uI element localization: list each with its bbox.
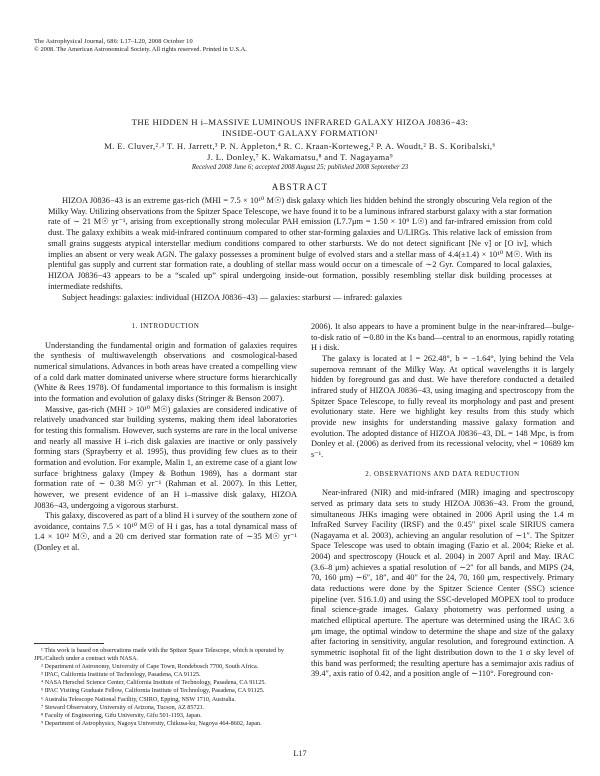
paragraph: Massive, gas-rich (MHI > 10¹⁰ M☉) galaxies are considered indicative of relatively unadvanced star building systems, making them ideal laboratories for testing this formalism. However, such systems are rare in the local universe and nearly all massive H i–rich disk galaxies are inactive or only passively forming stars (Sprayberry et al. 1995), thus providing few clues as to their formation and evolution. For example, Malin 1, an extreme case of a giant low surface brightness galaxy (Impey & Bothun 1989), has a dormant star formation rate of ∼ 0.38 M☉ yr⁻¹ (Rahman et al. 2007). In this Letter, however, we present evidence of an H i–massive disk galaxy, HIZOA J0836−43, undergoing a vigorous starburst. [34, 404, 297, 510]
received-dates: Received 2008 June 6; accepted 2008 August 25; published 2008 September 23 [191, 164, 409, 171]
paragraph: 2006). It also appears to have a prominent bulge in the near-infrared—bulge-to-disk ratio of ∼0.80 in the Ks band—central to an enormous, rapidly rotating H i disk. [311, 322, 574, 353]
paragraph: The galaxy is located at l = 262.48°, b = −1.64°, lying behind the Vela supernova remnant of the Milky Way. At optical wavelengths it is largely hidden by foreground gas and dust. We have therefore conducted a detailed infrared study of HIZOA J0836−43, using imaging and spectroscopy from the Spitzer Space Telescope, to fully reveal its morphology and past and present evolutionary state. Here we highlight key results from this study which provide new insights for understanding massive galaxy formation and evolution. The adopted distance of HIZOA J0836−43, DL = 148 Mpc, is from Donley et al. (2006) as derived from its recessional velocity, vhel = 10689 km s⁻¹. [311, 353, 574, 459]
journal-citation: The Astrophysical Journal, 686: L17–L20, 2008 October 10 [34, 38, 193, 45]
footnote: ¹ This work is based on observations made with the Spitzer Space Telescope, which is operated by JPL/Caltech under a contract with NASA. [34, 647, 284, 663]
footnote: ² Department of Astronomy, University of Cape Town, Rondebosch 7700, South Africa. [41, 663, 259, 671]
footnote: ⁹ Department of Astrophysics, Nagoya University, Chikusa-ku, Nagoya 464-8602, Japan. [41, 719, 262, 727]
title-line-1: THE HIDDEN H i–MASSIVE LUMINOUS INFRARED GALAXY HIZOA J0836−43: [131, 117, 469, 127]
footnote-rule [34, 643, 104, 644]
authors-line-1: M. E. Cluver,²˒³ T. H. Jarrett,³ P. N. Appleton,⁴ R. C. Kraan-Korteweg,² P. A. Woudt,² B. S. Koribalski,⁶ [104, 141, 496, 151]
left-column [34, 322, 297, 554]
paper-title [40, 117, 560, 138]
section-heading-observations: 2. OBSERVATIONS AND DATA REDUCTION [365, 470, 520, 478]
paragraph: Understanding the fundamental origin and formation of galaxies requires the synthesis of multiwavelength observations and cosmological-based numerical simulations. Advances in both areas have created a compelling view of a cold dark matter dominated universe where structure forms hierarchically (White & Rees 1978). Of fundamental importance to this formalism is insight into the formation and evolution of galaxy disks (Stringer & Benson 2007). [34, 340, 297, 403]
paragraph: This galaxy, discovered as part of a blind H i survey of the southern zone of avoidance, contains 7.5 × 10¹⁰ M☉ of H i gas, has a total dynamical mass of 1.4 × 10¹² M☉, and a 20 cm derived star formation rate of ∼35 M☉ yr⁻¹ (Donley et al. [34, 511, 297, 553]
title-line-2: INSIDE-OUT GALAXY FORMATION¹ [221, 127, 379, 138]
authors-line-2: J. L. Donley,⁷ K. Wakamatsu,⁸ and T. Nagayama⁹ [207, 151, 393, 162]
footnote: ⁶ Australia Telescope National Facility, CSIRO, Epping, NSW 1710, Australia. [41, 695, 236, 703]
page-number: L17 [293, 749, 307, 758]
copyright-line: © 2008. The American Astronomical Society. All rights reserved. Printed in U.S.A. [34, 46, 247, 54]
paragraph: Near-infrared (NIR) and mid-infrared (MIR) imaging and spectroscopy served as primary data sets to study HIZOA J0836−43. From the ground, simultaneous JHKs imaging were obtained in 2006 April using the 1.4 m InfraRed Survey Facility (IRSF) and the 0.45″ pixel scale SIRIUS camera (Nagayama et al. 2003), achieving an angular resolution of ∼1″. The Spitzer Space Telescope was used to obtain imaging (Fazio et al. 2004; Rieke et al. 2004) and spectroscopy (Houck et al. 2004) in 2007 April and May. IRAC (3.6–8 μm) achieves a spatial resolution of ∼2″ for all bands, and MIPS (24, 70, 160 μm) ∼6″, 18″, and 40″ for the 24, 70, 160 μm, respectively. Primary data reductions were done by the Spitzer Science Center (SSC) science pipeline (ver. S16.1.0) and using the SSC-developed MOPEX tool to produce final science-grade images. Galaxy photometry was performed using a matched elliptical aperture. The aperture was determined using the IRAC 3.6 μm image, the optimal window to determine the shape and size of the galaxy after factoring in sensitivity, angular resolution, and foreground extinction. A symmetric isophotal fit of the light distribution down to the 1 σ sky level of this band was performed; the resulting aperture has a semimajor axis radius of 39.4″, axis ratio of 0.42, and a position angle of ∼110°. Foreground con- [311, 488, 574, 679]
footnote: ⁵ IPAC Visiting Graduate Fellow, California Institute of Technology, Pasadena, CA 91125. [41, 687, 265, 695]
footnote: ⁴ NASA Herschel Science Center, California Institute of Technology, Pasadena, CA 91125. [41, 679, 266, 687]
subject-headings: Subject headings: galaxies: individual (HIZOA J0836−43) — galaxies: starburst — infrared: galaxies [62, 293, 402, 303]
footnotes [34, 643, 297, 728]
abstract-body: HIZOA J0836−43 is an extreme gas-rich (MHI = 7.5 × 10¹⁰ M☉) disk galaxy which lies hidden behind the strongly obscuring Vela region of the Milky Way. Utilizing observations from the Spitzer Space Telescope, we have found it to be a luminous infrared starburst galaxy with a star formation rate of ∼ 21 M☉ yr⁻¹, arising from exceptionally strong molecular PAH emission (L7.7μm = 1.50 × 10⁹ L☉) and far-infrared emission from cold dust. The galaxy exhibits a weak mid-infrared continuum compared to other star-forming galaxies and U/LIRGs. This relative lack of emission from small grains suggests atypical interstellar medium conditions compared to other starbursts. We do not detect significant [Ne v] or [O iv], which implies an absent or very weak AGN. The galaxy possesses a prominent bulge of evolved stars and a stellar mass of 4.4(±1.4) × 10¹⁰ M☉. With its plentiful gas supply and current star formation rate, a doubling of stellar mass would occur on a timescale of ∼2 Gyr. Compared to local galaxies, HIZOA J0836−43 appears to be a “scaled up” spiral undergoing inside-out formation, possibly resembling stellar disk building processes at intermediate redshifts. [48, 196, 552, 291]
footnote: ³ IPAC, California Institute of Technology, Pasadena, CA 91125. [41, 671, 201, 679]
abstract-heading: ABSTRACT [271, 182, 329, 192]
section-heading-introduction: 1. INTRODUCTION [131, 323, 200, 330]
footnote: ⁷ Steward Observatory, University of Arizona, Tucson, AZ 85721. [41, 703, 205, 711]
author-list [40, 141, 560, 162]
journal-header [34, 38, 247, 54]
abstract [48, 196, 552, 304]
right-column [311, 322, 574, 680]
footnote: ⁸ Faculty of Engineering, Gifu University, Gifu 501-1193, Japan. [41, 711, 202, 719]
